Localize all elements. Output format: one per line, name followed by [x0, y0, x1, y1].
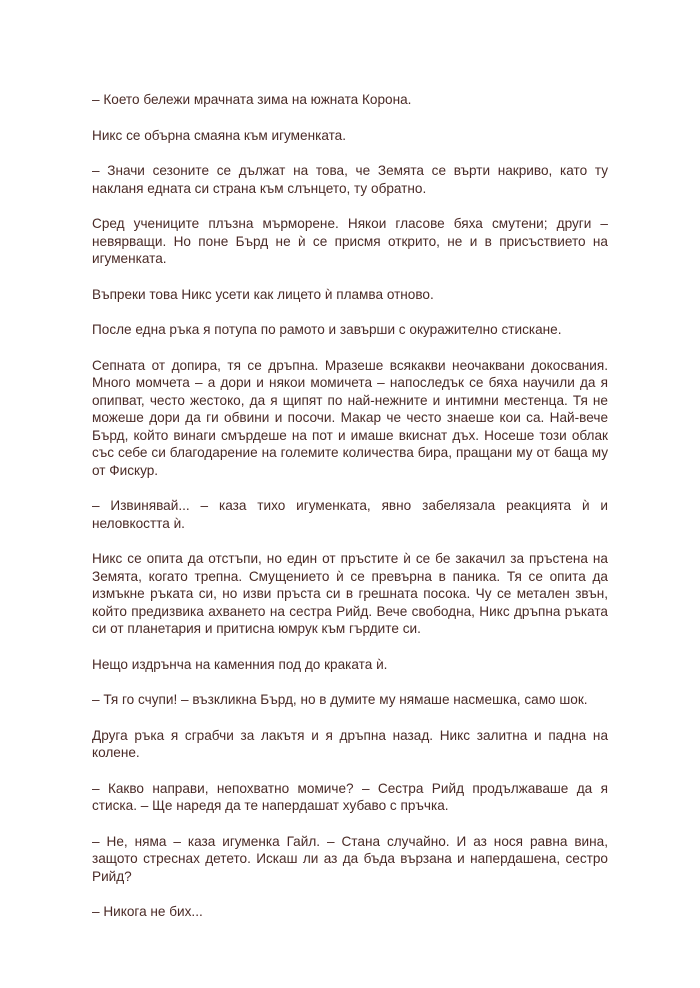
paragraph: – Никога не бих... — [92, 904, 203, 919]
paragraph: – Какво направи, непохватно момиче? – Сестра Рийд продължаваше да я стиска. – Ще наредя да те напердашат хубаво с пръчка. — [92, 780, 608, 813]
paragraph: Друга ръка я сграбчи за лакътя и я дръпна назад. Никс залитна и падна на колене. — [92, 727, 608, 760]
paragraph: – Не, няма – каза игуменка Гайл. – Стана случайно. И аз нося равна вина, защото стреснах детето. Искаш ли аз да бъда вързана и напердашена, сестро Рийд? — [92, 833, 608, 884]
paragraph: Нещо издрънча на каменния под до краката ѝ. — [92, 656, 388, 672]
paragraph: – Тя го счупи! – възкликна Бърд, но в думите му нямаше насмешка, само шок. — [92, 692, 588, 707]
paragraph: – Което бележи мрачната зима на южната Корона. — [92, 92, 412, 107]
paragraph: Сепната от допира, тя се дръпна. Мразеше всякакви неочаквани докосвания. Много момчета – а дори и някои момичета – напоследък се бяха научили да я опипват, често жестоко, да я щипят по най-нежните и интимни местенца. Тя не можеше дори да ги обвини и посочи. Макар че често знаеше кои са. Най-вече Бърд, който винаги смърдеше на пот и имаше вкиснат дъх. Носеше този облак със себе си благодарение на големите количества бира, пращани му от баща му от Фискур. — [92, 357, 608, 478]
paragraph: Сред учениците плъзна мърморене. Някои гласове бяха смутени; други – невярващи. Но поне Бърд не ѝ се присмя открито, не и в присъствието на игуменката. — [92, 216, 608, 266]
document-page — [92, 91, 608, 939]
paragraph: Никс се опита да отстъпи, но един от пръстите ѝ се бе закачил за пръстена на Земята, когато трепна. Смущението ѝ се превърна в паника. Тя се опита да измъкне ръката си, но изви пръста си в грешната посока. Чу се метален звън, който предизвика ахването на сестра Рийд. Вече свободна, Никс дръпна ръката си от планетария и притисна юмрук към гърдите си. — [92, 551, 608, 636]
paragraph: – Извинявай... – каза тихо игуменката, явно забелязала реакцията ѝ и неловкостта ѝ. — [92, 498, 608, 531]
paragraph: Въпреки това Никс усети как лицето ѝ пламва отново. — [92, 286, 434, 302]
paragraph: После една ръка я потупа по рамото и завърши с окуражително стискане. — [92, 322, 562, 337]
paragraph: Никс се обърна смаяна към игуменката. — [92, 127, 347, 143]
paragraph: – Значи сезоните се дължат на това, че Земята се върти накриво, като ту накланя едната си страна към слънцето, ту обратно. — [92, 163, 608, 196]
